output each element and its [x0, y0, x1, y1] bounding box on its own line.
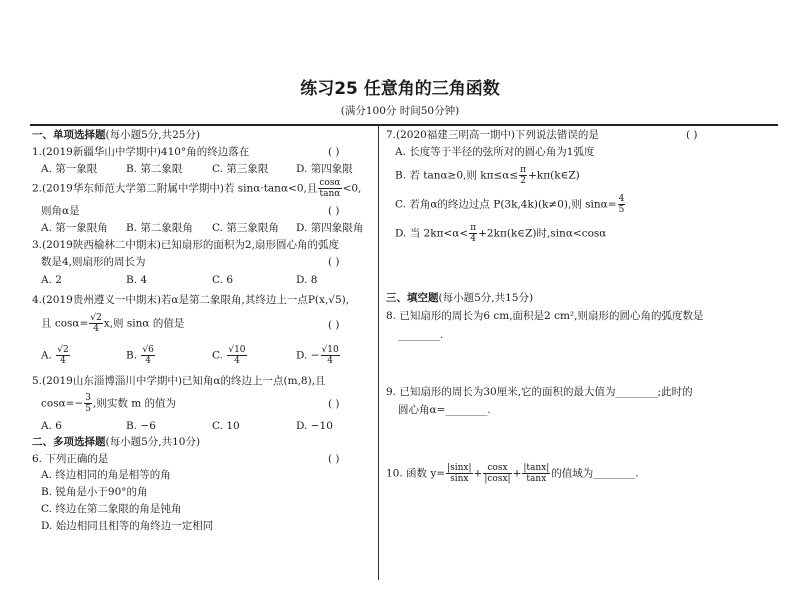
- q6-option-b: B. 锐角是小于90°的角: [41, 486, 148, 498]
- q2-option-c: C. 第三象限角: [212, 222, 279, 234]
- q6-answer-paren: ( ): [328, 453, 340, 465]
- q10-stem: 10. 函数 y= $\frac{|\sin x|}{\sin x}$ + $\frac{\cos x}{|\cos x|}$ + $\frac{|\tan x|}{\tan x}$ 的值域为________.: [386, 463, 639, 484]
- q8-stem: 8. 已知扇形的周长为6 cm,面积是2 cm²,则扇形的圆心角的弧度数是: [386, 310, 704, 322]
- q3-stem-line2: 数是4,则扇形的周长为: [41, 256, 146, 268]
- q4-stem: 4.(2019贵州遵义一中期末)若α是第二象限角,其终边上一点P(x,√5),: [32, 294, 350, 306]
- q6-option-d: D. 始边相同且相等的角终边一定相同: [41, 520, 214, 532]
- q4-option-a: A. $\frac{√2}{4}$: [41, 345, 69, 366]
- q8-answer-blank[interactable]: ________.: [398, 329, 444, 341]
- column-divider: [378, 124, 379, 580]
- page-subtitle: (满分100分 时间50分钟): [340, 105, 460, 117]
- q2-answer-paren: ( ): [328, 205, 340, 217]
- q5-option-a: A. 6: [41, 420, 62, 432]
- q4-fraction: $\frac{√2}{4}$: [90, 313, 102, 334]
- q4-option-c: C. $\frac{√10}{4}$: [212, 345, 246, 366]
- q1-option-c: C. 第三象限: [212, 163, 269, 175]
- q7-option-b: B. 若 tanα≥0,则 kπ≤α≤ $\frac{\pi}{2}$ +kπ(k∈Z): [395, 165, 580, 186]
- q5-fraction: $\frac{3}{5}$: [85, 393, 92, 414]
- q1-stem: 1.(2019新疆华山中学期中)410°角的终边落在: [32, 146, 250, 158]
- q4-option-b: B. $\frac{√6}{4}$: [126, 345, 154, 366]
- q3-option-c: C. 6: [212, 274, 234, 286]
- q5-option-d: D. −10: [296, 420, 333, 432]
- q3-option-d: D. 8: [296, 274, 318, 286]
- q1-option-a: A. 第一象限: [41, 163, 98, 175]
- q2-option-b: B. 第二象限角: [126, 222, 193, 234]
- q6-stem: 6. 下列正确的是: [32, 453, 109, 465]
- q2-stem-line2: 则角α是: [41, 205, 80, 217]
- q6-option-a: A. 终边相同的角是相等的角: [41, 469, 171, 481]
- q5-option-c: C. 10: [212, 420, 240, 432]
- q2-option-d: D. 第四象限角: [296, 222, 364, 234]
- q1-answer-paren: ( ): [328, 146, 340, 158]
- q3-option-b: B. 4: [126, 274, 148, 286]
- q7-option-a: A. 长度等于半径的弦所对的圆心角为1弧度: [395, 146, 595, 158]
- q5-stem: 5.(2019山东淄博淄川中学期中)已知角α的终边上一点(m,8),且: [32, 375, 326, 387]
- q5-option-b: B. −6: [126, 420, 156, 432]
- q2-stem: 2.(2019华东师范大学第二附属中学期中)若 sinα·tanα<0,且 $\frac{\cos\alpha}{\tan\alpha}$ <0,: [32, 178, 362, 199]
- q5-answer-paren: ( ): [328, 398, 340, 410]
- section-2-heading: 二、多项选择题(每小题5分,共10分): [32, 436, 201, 448]
- q4-answer-paren: ( ): [328, 319, 340, 331]
- q2-fraction: $\frac{\cos\alpha}{\tan\alpha}$: [319, 178, 341, 199]
- q4-stem-line2: 且 cosα= $\frac{√2}{4}$ x,则 sinα 的值是: [41, 313, 185, 334]
- q6-option-c: C. 终边在第二象限的角是钝角: [41, 503, 182, 515]
- q7-option-c: C. 若角α的终边过点 P(3k,4k)(k≠0),则 sinα= $\frac{4}{5}$: [395, 194, 625, 215]
- section-1-heading: 一、单项选择题(每小题5分,共25分): [32, 129, 201, 141]
- q9-stem-line2[interactable]: 圆心角α=________.: [398, 404, 491, 416]
- q7-option-d: D. 当 2kπ<α< $\frac{\pi}{4}$ +2kπ(k∈Z)时,sinα<cosα: [395, 223, 607, 244]
- q3-stem: 3.(2019陕西榆林二中期末)已知扇形的面积为2,扇形圆心角的弧度: [32, 239, 339, 251]
- section-3-heading: 三、填空题(每小题5分,共15分): [386, 292, 534, 304]
- q3-option-a: A. 2: [41, 274, 62, 286]
- top-rule: [30, 124, 778, 126]
- q2-option-a: A. 第一象限角: [41, 222, 108, 234]
- page-title: 练习25 任意角的三角函数: [300, 79, 500, 99]
- q1-option-d: D. 第四象限: [296, 163, 353, 175]
- q4-option-d: D. − $\frac{√10}{4}$: [296, 345, 339, 366]
- q1-option-b: B. 第二象限: [126, 163, 183, 175]
- q3-answer-paren: ( ): [328, 256, 340, 268]
- q7-stem: 7.(2020福建三明高一期中)下列说法错误的是: [386, 129, 599, 141]
- q9-stem: 9. 已知扇形的周长为30厘米,它的面积的最大值为________;此时的: [386, 386, 693, 398]
- q5-stem-line2: cosα=− $\frac{3}{5}$ ,则实数 m 的值为: [41, 393, 176, 414]
- q7-answer-paren: ( ): [686, 129, 698, 141]
